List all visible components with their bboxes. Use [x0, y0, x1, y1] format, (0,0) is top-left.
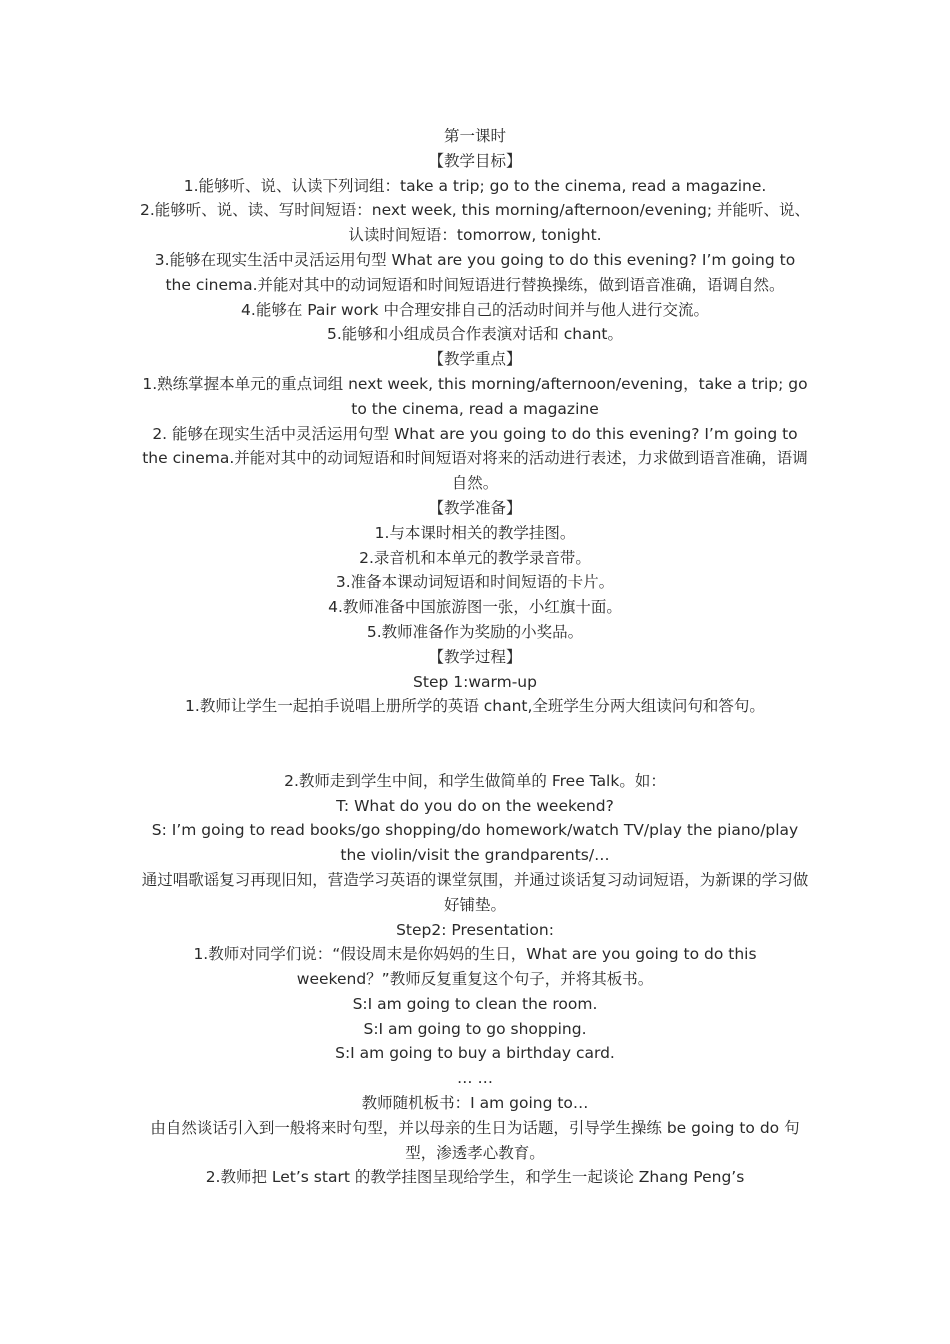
student-answer: S:I am going to go shopping.	[363, 1019, 587, 1038]
board-note: 教师随机板书：I am going to…	[361, 1094, 589, 1113]
objective-item: 4.能够在 Pair work 中合理安排自己的活动时间并与他人进行交流。	[241, 300, 709, 319]
blank-space	[140, 719, 810, 769]
preparation-heading: 【教学准备】	[428, 498, 522, 517]
ellipsis: … …	[457, 1069, 493, 1088]
step1-item: 2.教师走到学生中间，和学生做简单的 Free Talk。如：	[284, 771, 666, 790]
step1-item: 1.教师让学生一起拍手说唱上册所学的英语 chant,全班学生分两大组读问句和答句。	[185, 697, 765, 716]
step1-note: 通过唱歌谣复习再现旧知，营造学习英语的课堂氛围，并通过谈话复习动词短语，为新课的学习做好铺垫。	[141, 870, 809, 914]
step1-title: Step 1:warm-up	[413, 672, 537, 691]
dialogue-line-student: S: I’m going to read books/go shopping/do homework/watch TV/play the piano/play the violin/visit the grandparents/…	[151, 821, 799, 865]
step2-title: Step2: Presentation:	[396, 920, 554, 939]
process-heading: 【教学过程】	[428, 647, 522, 666]
objective-item: 1.能够听、说、认读下列词组：take a trip; go to the cinema, read a magazine.	[183, 176, 767, 195]
student-answer: S:I am going to buy a birthday card.	[335, 1044, 615, 1063]
objective-item: 2.能够听、说、读、写时间短语：next week, this morning/afternoon/evening; 并能听、说、认读时间短语：tomorrow, tonight.	[140, 201, 810, 245]
lesson-title: 第一课时	[443, 127, 506, 145]
dialogue-line-teacher: T: What do you do on the weekend?	[336, 796, 614, 815]
preparation-item: 1.与本课时相关的教学挂图。	[374, 523, 576, 542]
preparation-item: 2.录音机和本单元的教学录音带。	[359, 548, 591, 567]
preparation-item: 5.教师准备作为奖励的小奖品。	[366, 622, 584, 641]
document-body	[140, 124, 810, 1190]
student-answer: S:I am going to clean the room.	[352, 994, 598, 1013]
objective-item: 5.能够和小组成员合作表演对话和 chant。	[327, 325, 623, 344]
key-point-item: 2. 能够在现实生活中灵活运用句型 What are you going to do this evening? I’m going to the cinema.并能对其中的动词短语和时间短语对将来的活动进行表述，力求做到语音准确，语调自然。	[142, 424, 808, 493]
objective-item: 3.能够在现实生活中灵活运用句型 What are you going to do this evening? I’m going to the cinema.并能对其中的动词短语和时间短语进行替换操练，做到语音准确，语调自然。	[154, 250, 796, 294]
step2-item: 1.教师对同学们说：“假设周末是你妈妈的生日，What are you going to do this weekend？”教师反复重复这个句子，并将其板书。	[193, 945, 757, 989]
preparation-item: 3.准备本课动词短语和时间短语的卡片。	[335, 573, 615, 592]
objectives-heading: 【教学目标】	[428, 151, 522, 170]
preparation-item: 4.教师准备中国旅游图一张，小红旗十面。	[328, 598, 622, 617]
step2-note: 由自然谈话引入到一般将来时句型，并以母亲的生日为话题，引导学生操练 be going to do 句型，渗透孝心教育。	[150, 1118, 800, 1162]
key-point-item: 1.熟练掌握本单元的重点词组 next week, this morning/afternoon/evening，take a trip; go to the cinema, read a magazine	[142, 374, 808, 418]
key-points-heading: 【教学重点】	[428, 350, 522, 369]
step2-item: 2.教师把 Let’s start 的教学挂图呈现给学生，和学生一起谈论 Zhang Peng’s	[205, 1168, 745, 1187]
